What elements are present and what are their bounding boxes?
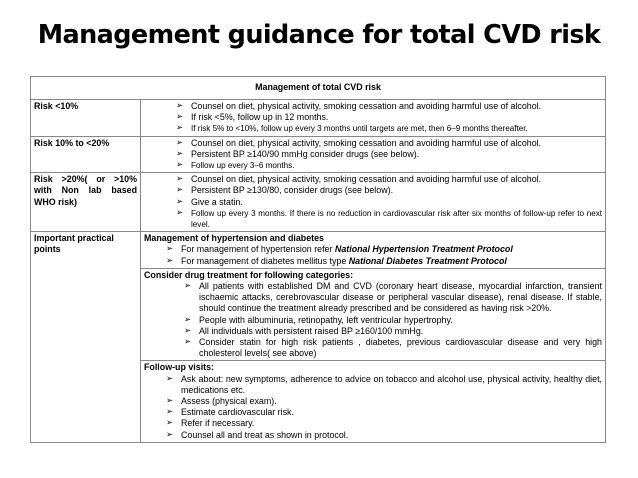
list-item: ➢ Counsel on diet, physical activity, smoking cessation and avoiding harmful use of alcohol. [176,101,602,112]
protocol-name: National Diabetes Treatment Protocol [348,255,507,266]
followup-section [141,361,606,442]
list-item: ➢ If risk <5%, follow up in 12 months. [176,112,602,123]
list-item: ➢ Follow up every 3–6 months. [176,160,602,171]
list-item: ➢ Counsel all and treat as shown in protocol. [166,430,602,441]
section-heading: Consider drug treatment for following categories: [144,269,354,280]
list-item: ➢ Consider statin for high risk patients , diabetes, previous cardiovascular disease and very high cholesterol levels( see above) [184,337,602,359]
list-item: ➢ Ask about: new symptoms, adherence to advice on tobacco and alcohol use, physical activity, healthy diet, medications etc. [166,374,602,396]
section-heading: Management of hypertension and diabetes [144,233,324,244]
table-row-risk-lt10 [31,100,606,137]
risk-actions [141,100,606,137]
list-item: ➢ Counsel on diet, physical activity, smoking cessation and avoiding harmful use of alcohol. [176,138,602,149]
list-item [166,256,602,267]
risk-label: Risk >20%( or >10% with Non lab based WHO risk) [31,173,141,232]
section-heading: Follow-up visits: [144,362,215,373]
list-item [166,244,602,255]
slide-title: Management guidance for total CVD risk [37,20,601,50]
list-item: ➢ People with albuminuria, retinopathy, left ventricular hypertrophy. [184,315,602,326]
list-item: ➢ If risk 5% to <10%, follow up every 3 months until targets are met, then 6–9 months thereafter. [176,123,602,134]
table-row-practical-htn [31,232,606,269]
list-item: ➢ All individuals with persistent raised BP ≥160/100 mmHg. [184,326,602,337]
protocol-name: National Hypertension Treatment Protocol [334,244,513,255]
list-item-text: For management of diabetes mellitus type [181,255,349,266]
risk-actions [141,173,606,232]
list-item: ➢ Give a statin. [176,197,602,208]
risk-label: Risk <10% [31,100,141,137]
risk-label: Risk 10% to <20% [31,136,141,173]
list-item: ➢ Persistent BP ≥140/90 mmHg consider drugs (see below). [176,149,602,160]
risk-actions [141,136,606,173]
list-item: ➢ Persistent BP ≥130/80, consider drugs (see below). [176,185,602,196]
list-item: ➢ Refer if necessary. [166,418,602,429]
list-item: ➢ Counsel on diet, physical activity, smoking cessation and avoiding harmful use of alcohol. [176,174,602,185]
table-row-risk-gt20 [31,173,606,232]
list-item: ➢ Follow up every 3 months. If there is no reduction in cardiovascular risk after six months of follow-up refer to next level. [176,208,602,230]
drug-treatment-section [141,268,606,361]
list-item: ➢ Estimate cardiovascular risk. [166,407,602,418]
list-item-text: For management of hypertension refer [181,244,335,255]
table-header: Management of total CVD risk [31,77,606,100]
table-row-risk-10-20 [31,136,606,173]
htn-diabetes-section [141,232,606,269]
practical-points-label: Important practical points [31,232,141,443]
cvd-risk-table [30,76,606,443]
list-item: ➢ Assess (physical exam). [166,396,602,407]
list-item: ➢ All patients with established DM and CVD (coronary heart disease, myocardial infarction, transient ischaemic attacks, cerebrovascular disease or peripheral vascular disease), renal disease. If stable, should continue the treatment already prescribed and be considered as having risk >20%. [184,281,602,315]
